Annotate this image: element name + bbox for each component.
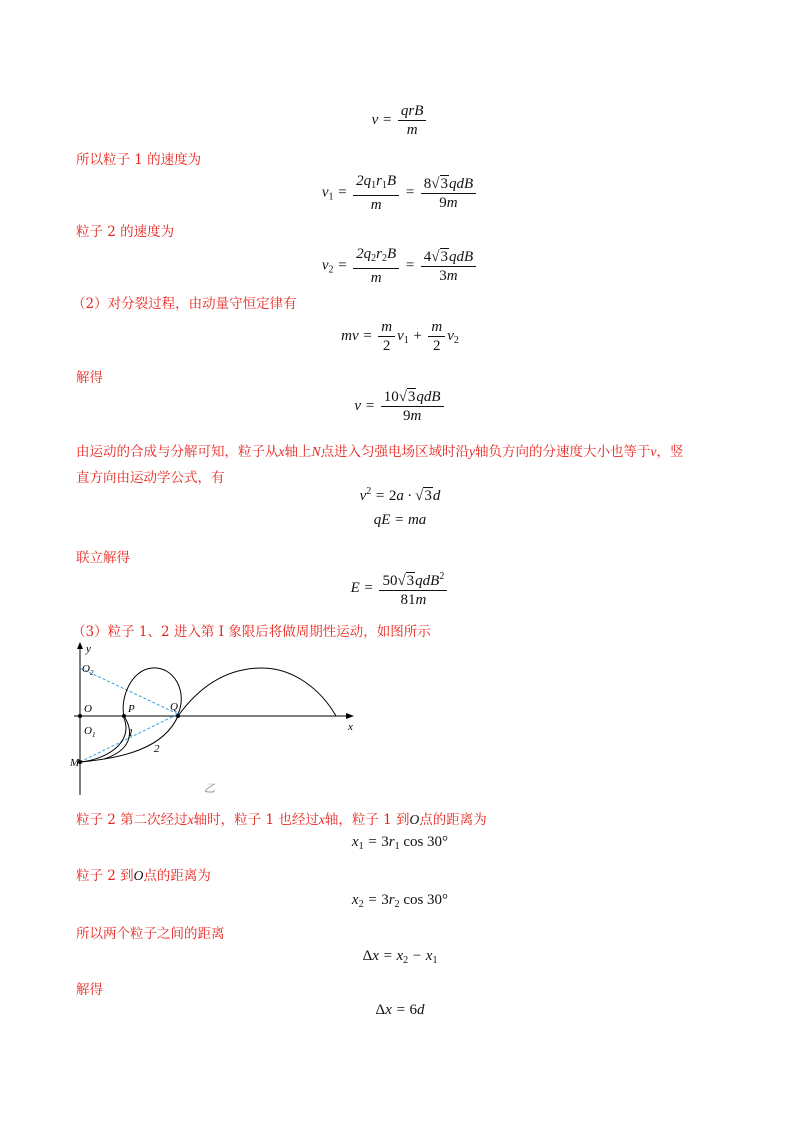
equation-v-result: v = $\frac{\text{10√3qdB}}{9m}$ — [0, 388, 800, 425]
label-particle-2: 2 — [154, 743, 160, 755]
label-particle-1: 1 — [128, 727, 134, 739]
text-line: 直方向由运动学公式，有 — [76, 470, 225, 486]
equation-momentum: mv = $\frac{m}{2}$ $v_1$ + $\frac{m}{2}$ $v_2$ — [341, 319, 459, 354]
label-m: M — [70, 757, 80, 769]
label-x: x — [348, 721, 353, 733]
point-p — [122, 714, 126, 718]
equation-force: qE = ma — [373, 512, 427, 528]
equation-delta-x: $\Delta x = x_2 - x_1$ — [362, 948, 438, 966]
text-line: 粒子 2 第二次经过x轴时，粒子 1 也经过x轴，粒子 1 到O点的距离为 — [76, 812, 487, 828]
equation-delta-x-result: Δx = 6d — [375, 1002, 425, 1018]
equation-x1: $x_1 = 3r_1$ cos 30° — [351, 834, 449, 852]
equation-E: E = $\frac{50√3qdB^2}{81m}$ — [0, 568, 800, 609]
trajectory-large-arc — [178, 668, 336, 716]
text-line: 粒子 2 的速度为 — [76, 224, 175, 240]
text-line: （2）对分裂过程，由动量守恒定律有 — [72, 296, 297, 312]
text-line: 解得 — [76, 982, 103, 998]
point-o — [78, 714, 82, 718]
text-line: 由运动的合成与分解可知，粒子从x轴上N点进入匀强电场区域时沿y轴负方向的分速度大小也等于v，竖 — [76, 444, 684, 460]
point-q — [176, 714, 180, 718]
equation-x2: $x_2 = 3r_2$ cos 30° — [351, 892, 449, 910]
equation-v2: $v_2$ = $\frac{2q_2r_2B}{m}$ = $\frac{\text{4√3qdB}}{3m}$ — [0, 245, 800, 287]
text-line: 解得 — [76, 370, 103, 386]
label-p: P — [128, 703, 135, 715]
trajectory-diagram — [70, 640, 364, 800]
text-line: （3）粒子 1、2 进入第 I 象限后将做周期性运动，如图所示 — [72, 624, 431, 640]
label-q: Q — [170, 701, 178, 713]
text-line: 所以粒子 1 的速度为 — [76, 152, 202, 168]
label-o: O — [84, 703, 92, 715]
figure-caption: 乙 — [204, 783, 215, 795]
text-line: 联立解得 — [76, 550, 130, 566]
label-o1: $O_1$ — [84, 725, 96, 739]
text-line: 粒子 2 到O点的距离为 — [76, 868, 211, 884]
text-line: 所以两个粒子之间的距离 — [76, 926, 225, 942]
label-o2: $O_2$ — [82, 663, 94, 677]
x-axis-arrow — [346, 713, 354, 719]
equation-v: v = $\frac{\text{qrB}}{m}$ — [0, 102, 800, 139]
equation-v1: $v_1$ = $\frac{2q_1r_1B}{m}$ = $\frac{\text{8√3qdB}}{9m}$ — [0, 172, 800, 214]
label-y: y — [86, 643, 91, 655]
equation-kinematics: $v^2 = 2a \cdot √3d$ — [359, 486, 441, 504]
y-axis-arrow — [77, 642, 83, 649]
